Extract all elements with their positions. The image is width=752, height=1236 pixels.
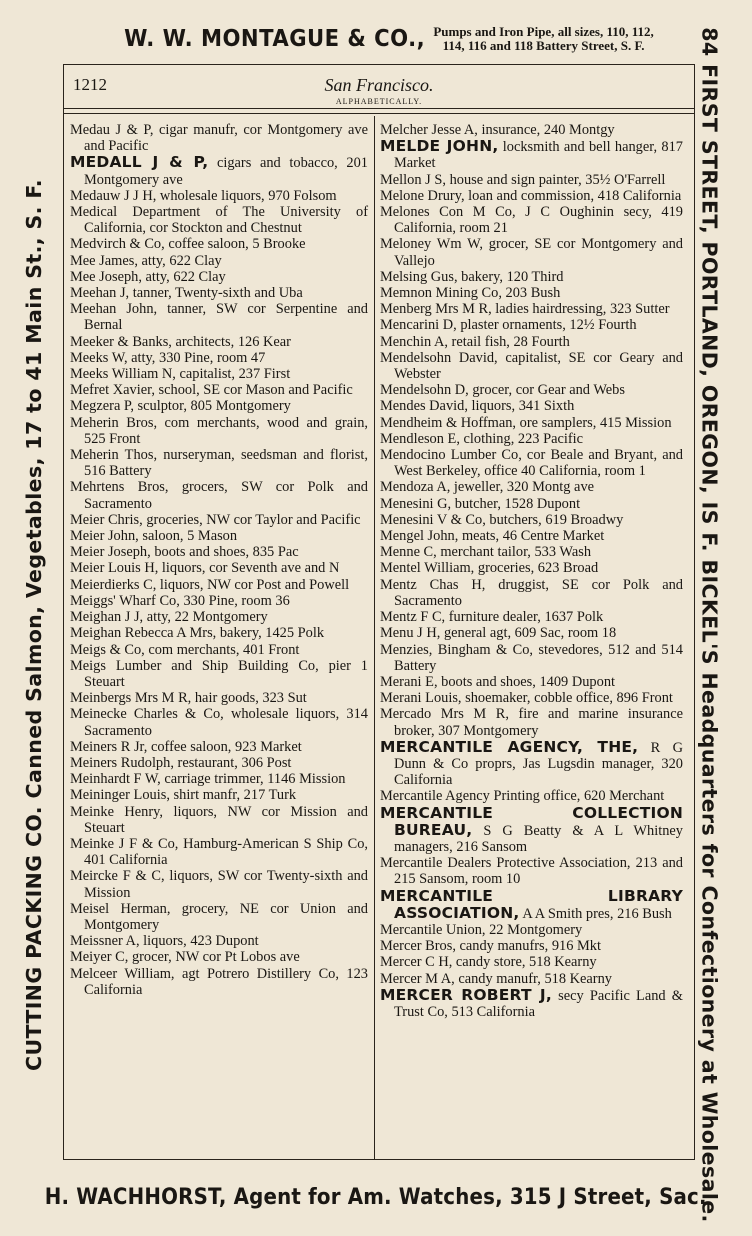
entry-text: Meinecke Charles & Co, wholesale liquors, 314 Sacramento: [70, 706, 368, 739]
directory-entry: [70, 366, 368, 382]
entry-bold-name: MERCER ROBERT J,: [380, 985, 552, 1004]
entry-text: Meissner A, liquors, 423 Dupont: [70, 933, 259, 950]
entry-text: Meloney Wm W, grocer, SE cor Montgomery and Vallejo: [380, 236, 683, 269]
directory-entry: [70, 739, 368, 755]
entry-text: Mendoza A, jeweller, 320 Montg ave: [380, 479, 595, 496]
entry-text: Meinbergs Mrs M R, hair goods, 323 Sut: [70, 690, 307, 707]
entry-text: Medau J & P, cigar manufr, cor Montgomery ave and Pacific: [70, 122, 368, 155]
entry-text: Mee James, atty, 622 Clay: [70, 252, 222, 269]
directory-entry: [70, 609, 368, 625]
page-title: San Francisco.: [324, 75, 434, 95]
entry-text: Mehrtens Bros, grocers, SW cor Polk and Sacramento: [70, 479, 368, 512]
directory-entry: [380, 560, 683, 576]
entry-text: Mercantile Dealers Protective Association, 213 and 215 Sansom, room 10: [380, 855, 683, 888]
entry-text: Melsing Gus, bakery, 120 Third: [380, 268, 564, 285]
directory-entry: [380, 625, 683, 641]
directory-entry: [70, 154, 368, 187]
directory-entry: [380, 447, 683, 479]
entry-text: Medical Department of The University of California, cor Stockton and Chestnut: [70, 204, 368, 237]
directory-entry: [70, 577, 368, 593]
directory-entry: [70, 382, 368, 398]
entry-text: R G Dunn & Co proprs, Jas Lugsdin manager, 320 California: [394, 739, 683, 789]
entry-text: Meiners Rudolph, restaurant, 306 Post: [70, 754, 292, 771]
entry-bold-name: MELDE JOHN,: [380, 137, 499, 156]
left-column: [70, 122, 368, 998]
page-subtitle: ALPHABETICALLY.: [335, 97, 423, 106]
entry-text: Mercer C H, candy store, 518 Kearny: [380, 954, 597, 971]
header-rule-top: [63, 108, 695, 109]
entry-bold-name: MERCANTILE AGENCY, THE,: [380, 737, 639, 756]
entry-text: Mendelsohn David, capitalist, SE cor Geary and Webster: [380, 349, 683, 383]
directory-entry: [70, 350, 368, 366]
top-ad-company: W. W. MONTAGUE & CO.,: [124, 26, 426, 52]
entry-text: Memnon Mining Co, 203 Bush: [380, 285, 561, 302]
directory-entry: [380, 382, 683, 398]
entry-text: secy Pacific Land & Trust Co, 513 California: [394, 987, 683, 1020]
entry-text: Medauw J J H, wholesale liquors, 970 Folsom: [70, 187, 337, 204]
entry-text: Mendelsohn D, grocer, cor Gear and Webs: [380, 382, 625, 399]
directory-entry: [70, 122, 368, 154]
entry-text: Mencarini D, plaster ornaments, 12½ Fourth: [380, 317, 637, 334]
directory-entry: [380, 805, 683, 856]
entry-text: Meinhardt F W, carriage trimmer, 1146 Mission: [70, 771, 346, 788]
directory-entry: [380, 706, 683, 738]
entry-text: Meisel Herman, grocery, NE cor Union and Montgomery: [70, 900, 368, 933]
directory-entry: [380, 544, 683, 560]
directory-entry: [70, 901, 368, 933]
directory-entry: [70, 690, 368, 706]
directory-entry: [380, 398, 683, 414]
directory-entry: [380, 122, 683, 138]
directory-entry: [380, 479, 683, 495]
directory-entry: [380, 269, 683, 285]
entry-text: A A Smith pres, 216 Bush: [519, 905, 672, 922]
directory-entry: [380, 334, 683, 350]
entry-text: Mercer M A, candy manufr, 518 Kearny: [380, 970, 612, 987]
header-rule-bottom: [63, 113, 695, 114]
directory-entry: [380, 971, 683, 987]
entry-text: S G Beatty & A L Whitney managers, 216 Sansom: [394, 822, 683, 855]
directory-entry: [70, 204, 368, 236]
directory-entry: [70, 398, 368, 414]
directory-entry: [380, 431, 683, 447]
directory-entry: [70, 447, 368, 479]
directory-entry: [380, 496, 683, 512]
directory-entry: [380, 674, 683, 690]
entry-text: Meherin Thos, nurseryman, seedsman and florist, 516 Battery: [70, 447, 368, 480]
right-column: [380, 122, 683, 1020]
directory-entry: [380, 236, 683, 268]
entry-text: Mercer Bros, candy manufrs, 916 Mkt: [380, 938, 602, 955]
entry-text: Melceer William, agt Potrero Distillery Co, 123 California: [70, 965, 368, 998]
top-ad-line-1: Pumps and Iron Pipe, all sizes, 110, 112,: [433, 24, 654, 39]
directory-entry: [70, 706, 368, 738]
directory-entry: [70, 479, 368, 511]
entry-text: Meier Louis H, liquors, cor Seventh ave and N: [70, 560, 340, 577]
entry-text: Meinke Henry, liquors, NW cor Mission and Steuart: [70, 803, 368, 836]
entry-text: Mentel William, groceries, 623 Broad: [380, 560, 599, 577]
entry-text: Menne C, merchant tailor, 533 Wash: [380, 544, 592, 561]
directory-entry: [70, 836, 368, 868]
directory-entry: [70, 966, 368, 998]
entry-text: Mefret Xavier, school, SE cor Mason and Pacific: [70, 382, 353, 399]
entry-text: Menchin A, retail fish, 28 Fourth: [380, 333, 570, 350]
entry-text: Meeks William N, capitalist, 237 First: [70, 366, 291, 383]
left-side-advertisement: [14, 70, 54, 1180]
directory-entry: [380, 415, 683, 431]
entry-text: Mercado Mrs M R, fire and marine insurance broker, 307 Montgomery: [380, 706, 683, 739]
directory-entry: [380, 204, 683, 236]
entry-text: Menesini G, butcher, 1528 Dupont: [380, 495, 581, 512]
entry-text: Mendheim & Hoffman, ore samplers, 415 Mission: [380, 414, 672, 431]
directory-entry: [70, 269, 368, 285]
entry-text: Menu J H, general agt, 609 Sac, room 18: [380, 625, 617, 642]
bottom-ad-text: H. WACHHORST, Agent for Am. Watches, 315 J Street, Sac.: [45, 1184, 707, 1210]
entry-bold-name: MERCANTILE LIBRARY ASSOCIATION,: [380, 886, 683, 922]
directory-entry: [70, 771, 368, 787]
directory-entry: [380, 301, 683, 317]
directory-entry: [70, 755, 368, 771]
directory-entry: [380, 739, 683, 789]
top-ad-detail: [433, 25, 653, 53]
left-ad-text: CUTTING PACKING CO. Canned Salmon, Vegetables, 17 to 41 Main St., S. F.: [22, 179, 47, 1071]
directory-entry: [380, 188, 683, 204]
entry-text: Merani E, boots and shoes, 1409 Dupont: [380, 673, 616, 690]
directory-entry: [380, 528, 683, 544]
entry-text: Mendes David, liquors, 341 Sixth: [380, 398, 575, 415]
entry-text: Meehan J, tanner, Twenty-sixth and Uba: [70, 285, 303, 302]
directory-entry: [70, 528, 368, 544]
entry-text: Meeks W, atty, 330 Pine, room 47: [70, 349, 266, 366]
directory-entry: [380, 938, 683, 954]
entry-text: Meighan J J, atty, 22 Montgomery: [70, 609, 268, 626]
entry-text: Meier Chris, groceries, NW cor Taylor and Pacific: [70, 511, 361, 528]
entry-text: Mellon J S, house and sign painter, 35½ O'Farrell: [380, 171, 666, 188]
entry-text: Meininger Louis, shirt manfr, 217 Turk: [70, 787, 297, 804]
directory-entry: [380, 855, 683, 887]
entry-text: Meeker & Banks, architects, 126 Kear: [70, 333, 291, 350]
directory-entry: [380, 609, 683, 625]
directory-entry: [70, 593, 368, 609]
directory-entry: [70, 787, 368, 803]
entry-text: locksmith and bell hanger, 817 Market: [394, 139, 683, 172]
directory-entry: [70, 285, 368, 301]
entry-text: Meircke F & C, liquors, SW cor Twenty-sixth and Mission: [70, 868, 368, 901]
entry-text: Melone Drury, loan and commission, 418 California: [380, 187, 682, 204]
directory-entry: [70, 544, 368, 560]
directory-entry: [70, 949, 368, 965]
directory-entry: [380, 512, 683, 528]
entry-text: Meinke J F & Co, Hamburg-American S Ship Co, 401 California: [70, 835, 368, 869]
entry-text: Medvirch & Co, coffee saloon, 5 Brooke: [70, 236, 306, 253]
entry-text: Mendleson E, clothing, 223 Pacific: [380, 430, 584, 447]
entry-text: Meehan John, tanner, SW cor Serpentine and Bernal: [70, 301, 368, 334]
right-ad-text: 84 FIRST STREET, PORTLAND, OREGON, IS F. BICKEL'S Headquarters for Confectionery at Wholesale.: [698, 27, 723, 1223]
directory-entry: [380, 888, 683, 922]
top-ad-line-2: 114, 116 and 118 Battery Street, S. F.: [442, 38, 645, 53]
directory-entry: [70, 868, 368, 900]
entry-text: Meiners R Jr, coffee saloon, 923 Market: [70, 738, 302, 755]
entry-text: Meighan Rebecca A Mrs, bakery, 1425 Polk: [70, 625, 325, 642]
directory-entry: [70, 253, 368, 269]
entry-text: Mengel John, meats, 46 Centre Market: [380, 528, 605, 545]
entry-text: Mentz Chas H, druggist, SE cor Polk and Sacramento: [380, 576, 683, 609]
page-header: [63, 64, 695, 112]
directory-entry: [70, 512, 368, 528]
directory-entry: [70, 334, 368, 350]
column-divider: [374, 116, 375, 1160]
entry-text: Meierdierks C, liquors, NW cor Post and Powell: [70, 576, 350, 593]
directory-entry: [380, 922, 683, 938]
entry-text: Merani Louis, shoemaker, cobble office, 896 Front: [380, 690, 673, 707]
entry-text: Menzies, Bingham & Co, stevedores, 512 and 514 Battery: [380, 641, 683, 674]
directory-entry: [380, 954, 683, 970]
directory-entry: [70, 301, 368, 333]
entry-text: Melcher Jesse A, insurance, 240 Montgy: [380, 122, 615, 138]
entry-text: Melones Con M Co, J C Oughinin secy, 419 California, room 21: [380, 204, 683, 237]
directory-entry: [380, 987, 683, 1020]
directory-entry: [70, 188, 368, 204]
entry-text: Meigs & Co, com merchants, 401 Front: [70, 641, 300, 658]
entry-text: Meier Joseph, boots and shoes, 835 Pac: [70, 544, 299, 561]
directory-entry: [380, 788, 683, 804]
directory-entry: [380, 350, 683, 382]
entry-text: Mentz F C, furniture dealer, 1637 Polk: [380, 609, 604, 626]
entry-text: Meiggs' Wharf Co, 330 Pine, room 36: [70, 592, 290, 609]
directory-entry: [70, 804, 368, 836]
page-number: 1212: [73, 75, 107, 94]
entry-text: cigars and tobacco, 201 Montgomery ave: [84, 155, 368, 188]
entry-text: Mee Joseph, atty, 622 Clay: [70, 268, 226, 285]
directory-entry: [380, 285, 683, 301]
directory-entry: [70, 642, 368, 658]
directory-entry: [70, 560, 368, 576]
directory-entry: [380, 642, 683, 674]
entry-text: Mendocino Lumber Co, cor Beale and Bryant, and West Berkeley, office 40 California, room 1: [380, 447, 683, 480]
bottom-advertisement: [0, 1172, 752, 1222]
directory-entry: [380, 690, 683, 706]
directory-entry: [70, 236, 368, 252]
entry-text: Megzera P, sculptor, 805 Montgomery: [70, 398, 291, 415]
directory-entry: [70, 415, 368, 447]
entry-bold-name: MEDALL J & P,: [70, 153, 209, 172]
directory-entry: [70, 933, 368, 949]
directory-entry: [380, 577, 683, 609]
entry-text: Meigs Lumber and Ship Building Co, pier 1 Steuart: [70, 657, 368, 690]
entry-text: Mercantile Agency Printing office, 620 Merchant: [380, 788, 665, 805]
directory-entry: [380, 317, 683, 333]
entry-text: Mercantile Union, 22 Montgomery: [380, 921, 583, 938]
directory-entry: [380, 138, 683, 171]
top-advertisement: [0, 14, 752, 64]
entry-bold-name: MERCANTILE COLLECTION BUREAU,: [380, 803, 683, 839]
entry-text: Meiyer C, grocer, NW cor Pt Lobos ave: [70, 949, 300, 966]
entry-text: Meier John, saloon, 5 Mason: [70, 528, 238, 545]
entry-text: Menberg Mrs M R, ladies hairdressing, 323 Sutter: [380, 301, 670, 318]
directory-entry: [380, 172, 683, 188]
entry-text: Meherin Bros, com merchants, wood and grain, 525 Front: [70, 414, 368, 447]
directory-entry: [70, 658, 368, 690]
directory-entry: [70, 625, 368, 641]
entry-text: Menesini V & Co, butchers, 619 Broadwy: [380, 511, 624, 528]
